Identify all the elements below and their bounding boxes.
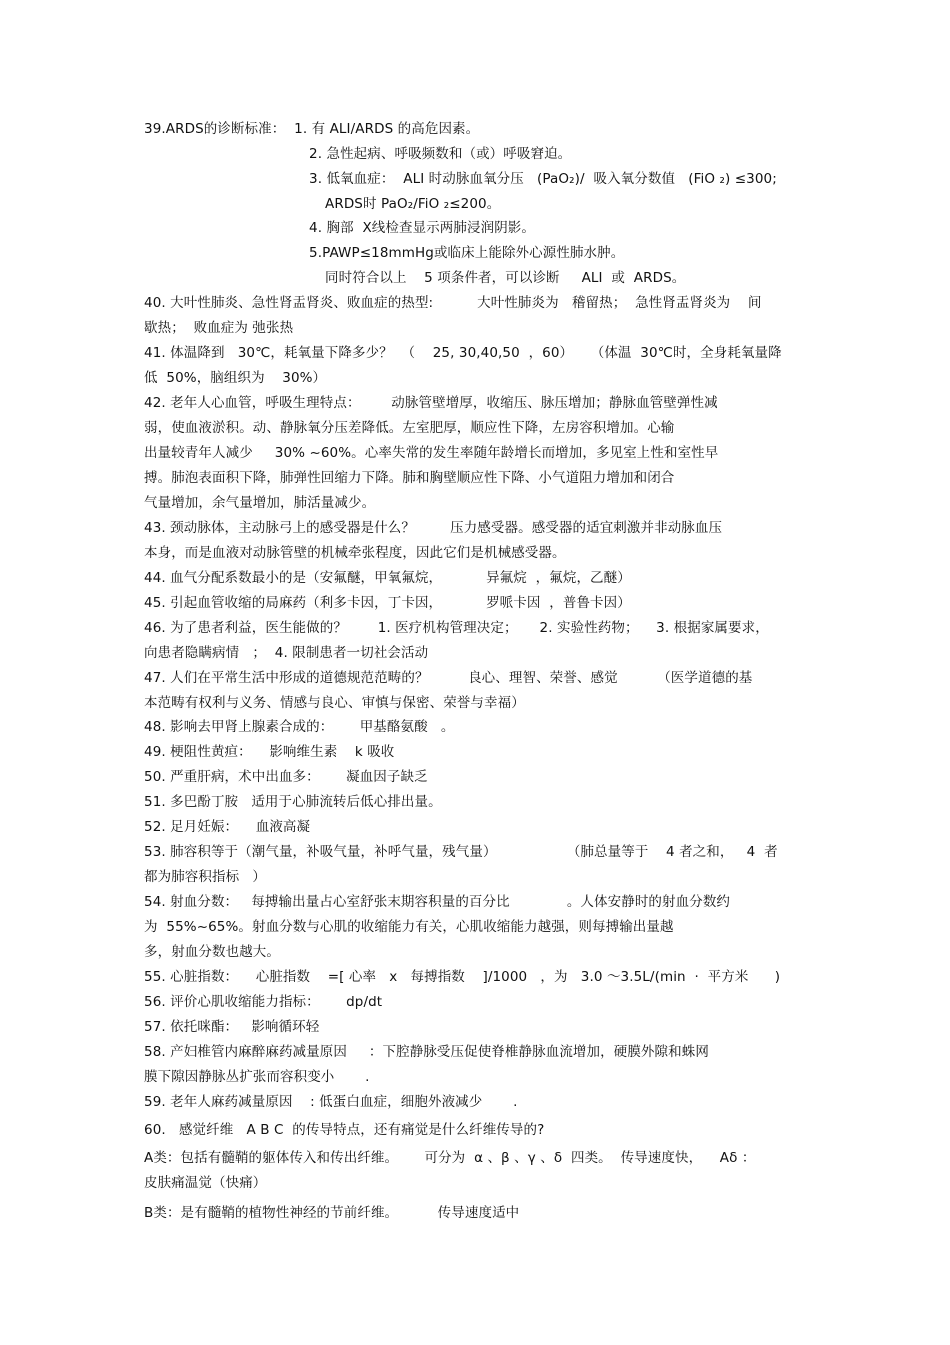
- text-line: 49. 梗阻性黄疸： 影响维生素 k 吸收: [144, 744, 395, 760]
- text-line: 气量增加，余气量增加，肺活量减少。: [144, 495, 376, 511]
- text-line: 同时符合以上 5 项条件者，可以诊断 ALI 或 ARDS。: [325, 270, 686, 286]
- text-line: 向患者隐瞒病情 ； 4. 限制患者一切社会活动: [144, 645, 429, 661]
- text-line: B类：是有髓鞘的植物性神经的节前纤维。 传导速度适中: [144, 1205, 520, 1221]
- text-line: 60. 感觉纤维 A B C 的传导特点，还有痛觉是什么纤维传导的?: [144, 1122, 545, 1138]
- text-line: 皮肤痛温觉（快痛）: [144, 1175, 267, 1191]
- text-line: ARDS时 PaO₂/FiO ₂≤200。: [325, 196, 501, 212]
- text-line: 39.ARDS的诊断标准： 1. 有 ALI/ARDS 的高危因素。: [144, 121, 480, 137]
- text-line: 57. 依托咪酯： 影响循环轻: [144, 1019, 320, 1035]
- text-line: 53. 肺容积等于（潮气量，补吸气量，补呼气量，残气量） （肺总量等于 4 者之和， 4 者: [144, 844, 778, 860]
- text-line: 43. 颈动脉体，主动脉弓上的感受器是什么？ 压力感受器。感受器的适宜刺激并非动脉血压: [144, 520, 723, 536]
- text-line: 5.PAWP≤18mmHg或临床上能除外心源性肺水肿。: [309, 245, 625, 261]
- text-line: 弱，使血液淤积。动、静脉氧分压差降低。左室肥厚，顺应性下降，左房容积增加。心输: [144, 420, 675, 436]
- text-line: 膜下隙因静脉丛扩张而容积变小 .: [144, 1069, 370, 1085]
- text-line: 都为肺容积指标 ）: [144, 869, 266, 885]
- text-line: 45. 引起血管收缩的局麻药（利多卡因，丁卡因， 罗哌卡因 ，普鲁卡因）: [144, 595, 631, 611]
- text-line: 51. 多巴酚丁胺 适用于心肺流转后低心排出量。: [144, 794, 442, 810]
- text-line: A类：包括有髓鞘的躯体传入和传出纤维。 可分为 α 、β 、γ 、δ 四类。 传导速度快， Aδ ：: [144, 1150, 756, 1166]
- text-line: 50. 严重肝病，术中出血多： 凝血因子缺乏: [144, 769, 428, 785]
- text-line: 59. 老年人麻药减量原因 : 低蛋白血症，细胞外液减少 .: [144, 1094, 518, 1110]
- text-line: 为 55%~65%。射血分数与心肌的收缩能力有关，心肌收缩能力越强，则每搏输出量越: [144, 919, 674, 935]
- text-line: 42. 老年人心血管，呼吸生理特点： 动脉管壁增厚，收缩压、脉压增加；静脉血管壁弹性减: [144, 395, 718, 411]
- text-line: 2. 急性起病、呼吸频数和（或）呼吸窘迫。: [309, 146, 572, 162]
- text-line: 3. 低氧血症： ALI 时动脉血氧分压 (PaO₂)/ 吸入氧分数值 (FiO ₂) ≤300;: [309, 171, 777, 187]
- text-line: 本范畴有权利与义务、情感与良心、审慎与保密、荣誉与幸福）: [144, 695, 525, 711]
- text-line: 41. 体温降到 30℃，耗氧量下降多少？ （ 25, 30,40,50 ，60） （体温 30℃时，全身耗氧量降: [144, 345, 782, 361]
- text-line: 低 50%，脑组织为 30%）: [144, 370, 327, 386]
- text-line: 48. 影响去甲肾上腺素合成的： 甲基酪氨酸 。: [144, 719, 455, 735]
- text-line: 本身，而是血液对动脉管壁的机械牵张程度，因此它们是机械感受器。: [144, 545, 566, 561]
- text-line: 歇热； 败血症为 弛张热: [144, 320, 294, 336]
- text-line: 58. 产妇椎管内麻醉麻药减量原因 ：下腔静脉受压促使脊椎静脉血流增加，硬膜外隙和蛛网: [144, 1044, 709, 1060]
- text-line: 44. 血气分配系数最小的是（安氟醚，甲氧氟烷， 异氟烷 ，氟烷，乙醚）: [144, 570, 631, 586]
- text-line: 55. 心脏指数： 心脏指数 =[ 心率 x 每搏指数 ]/1000 ，为 3.0 ～3.5L/(min · 平方米 ): [144, 969, 781, 985]
- text-line: 54. 射血分数： 每搏输出量占心室舒张末期容积量的百分比 。人体安静时的射血分数约: [144, 894, 731, 910]
- text-line: 46. 为了患者利益，医生能做的？ 1. 医疗机构管理决定； 2. 实验性药物； 3. 根据家属要求，: [144, 620, 769, 636]
- text-line: 47. 人们在平常生活中形成的道德规范范畴的？ 良心、理智、荣誉、感觉 （医学道德的基: [144, 670, 753, 686]
- text-line: 4. 胸部 X线检查显示两肺浸润阴影。: [309, 220, 536, 236]
- text-line: 出量较青年人减少 30% ~60%。心率失常的发生率随年龄增长而增加，多见室上性和室性早: [144, 445, 719, 461]
- text-line: 56. 评价心肌收缩能力指标： dp/dt: [144, 994, 383, 1010]
- text-line: 搏。肺泡表面积下降，肺弹性回缩力下降。肺和胸壁顺应性下降、小气道阻力增加和闭合: [144, 470, 675, 486]
- text-line: 40. 大叶性肺炎、急性肾盂肾炎、败血症的热型: 大叶性肺炎为 稽留热； 急性肾盂肾炎为 间: [144, 295, 762, 311]
- text-line: 52. 足月妊娠： 血液高凝: [144, 819, 311, 835]
- text-line: 多，射血分数也越大。: [144, 944, 280, 960]
